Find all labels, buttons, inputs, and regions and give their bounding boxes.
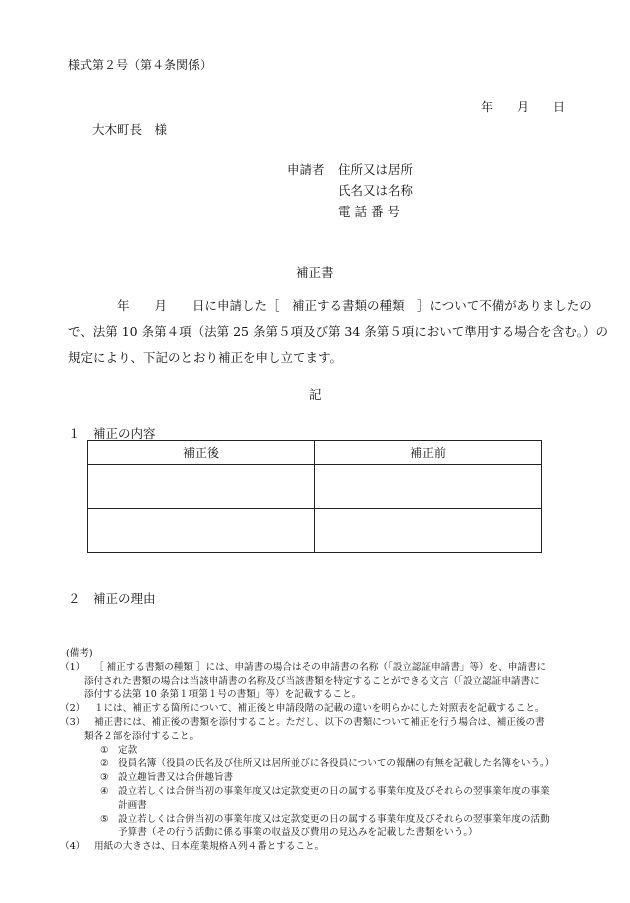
applicant-name-label: 氏名又は名称 [338, 183, 414, 198]
note-item-4 [60, 840, 570, 854]
subitem-4 [100, 785, 570, 813]
subitem-text: 役員名簿（役員の氏名及び住所又は居所並びに各役員についての報酬の有無を記載した名簿をいう。） [118, 758, 555, 770]
applicant-label: 申請者 [287, 162, 325, 177]
note-text: 類各２部を添付すること。 [84, 730, 200, 742]
note-text: １には、補正する箇所について、補正後と申請段階の記載の違いを明らかにした対照表を記載すること。 [94, 703, 545, 715]
subitem-2 [100, 757, 570, 771]
subitem-3 [100, 771, 570, 785]
body-paragraph [68, 293, 609, 371]
note-number: （2） [60, 703, 86, 715]
addressee: 大木町長 様 [92, 122, 168, 137]
notes-heading: (備考) [66, 648, 93, 659]
subitem-text: 設立趣旨書又は合併趣旨書 [118, 772, 234, 784]
date-line: 年 月 日 [481, 100, 566, 114]
subitem-5 [100, 813, 570, 841]
cell-after [88, 509, 315, 553]
header-before: 補正前 [315, 441, 542, 465]
subitem-text: 設立若しくは合併当初の事業年度又は定款変更の日の属する事業年度及びそれらの翌事業年度の事業 [118, 785, 550, 797]
note-text: 添付された書類の場合は当該申請書の名称及び当該書類を特定することができる文言（「設立認証申請書に [84, 675, 540, 687]
subitem-number: ⑤ [100, 813, 109, 825]
note-text: 添付する法第 10 条第１項第１号の書類」等）を記載すること。 [84, 689, 362, 701]
form-id: 様式第２号（第４条関係） [68, 58, 213, 72]
note-item-1 [60, 661, 570, 702]
table-row [88, 465, 542, 509]
cell-before [315, 509, 542, 553]
header-after: 補正後 [88, 441, 315, 465]
subitem-number: ① [100, 744, 109, 756]
subitem-text: 定款 [118, 744, 138, 756]
subitem-1 [100, 744, 570, 758]
body-line: 年 月 日に申請した［ 補正する書類の種類 ］について不備がありましたの [92, 298, 592, 313]
notes-section [60, 647, 570, 854]
cell-before [315, 465, 542, 509]
section-2-heading: ２ 補正の理由 [68, 591, 156, 606]
note-text: ［ 補正する書類の種類 ］には、申請書の場合はその申請書の名称（「設立認証申請書」等）を、申請書に [94, 661, 547, 673]
note-text: 補正書には、補正後の書類を添付すること。ただし、以下の書類について補正を行う場合は、補正後の書 [94, 716, 545, 728]
correction-table [87, 440, 542, 553]
subitem-text: 予算書（その行う活動に係る事業の収益及び費用の見込みを記載した書類をいう。） [118, 827, 478, 839]
subitem-number: ② [100, 758, 109, 770]
subitem-number: ③ [100, 772, 109, 784]
applicant-address-label: 住所又は居所 [338, 162, 414, 177]
table-row [88, 509, 542, 553]
note-item-3 [60, 716, 570, 744]
subitem-text: 設立若しくは合併当初の事業年度又は定款変更の日の属する事業年度及びそれらの翌事業年度の活動 [118, 813, 550, 825]
subitem-text: 計画書 [118, 799, 147, 811]
subitem-number: ④ [100, 785, 109, 797]
note-item-2 [60, 702, 570, 716]
note-text: 用紙の大きさは、日本産業規格Ａ列４番とすること。 [94, 841, 325, 853]
document-title: 補正書 [296, 265, 334, 280]
applicant-phone-label: 電 話 番 号 [338, 204, 400, 219]
note-number: （4） [60, 841, 86, 853]
ki-marker: 記 [309, 387, 322, 402]
note-number: （3） [60, 716, 86, 728]
table-header-row [88, 441, 542, 465]
note-number: （1） [60, 661, 86, 673]
body-line: 規定により、下記のとおり補正を申し立てます。 [68, 350, 343, 365]
cell-after [88, 465, 315, 509]
body-line: で、法第 10 条第４項（法第 25 条第５項及び第 34 条第５項において準用する場合を含む。）の [68, 324, 609, 339]
section-1-heading: １ 補正の内容 [68, 426, 156, 441]
